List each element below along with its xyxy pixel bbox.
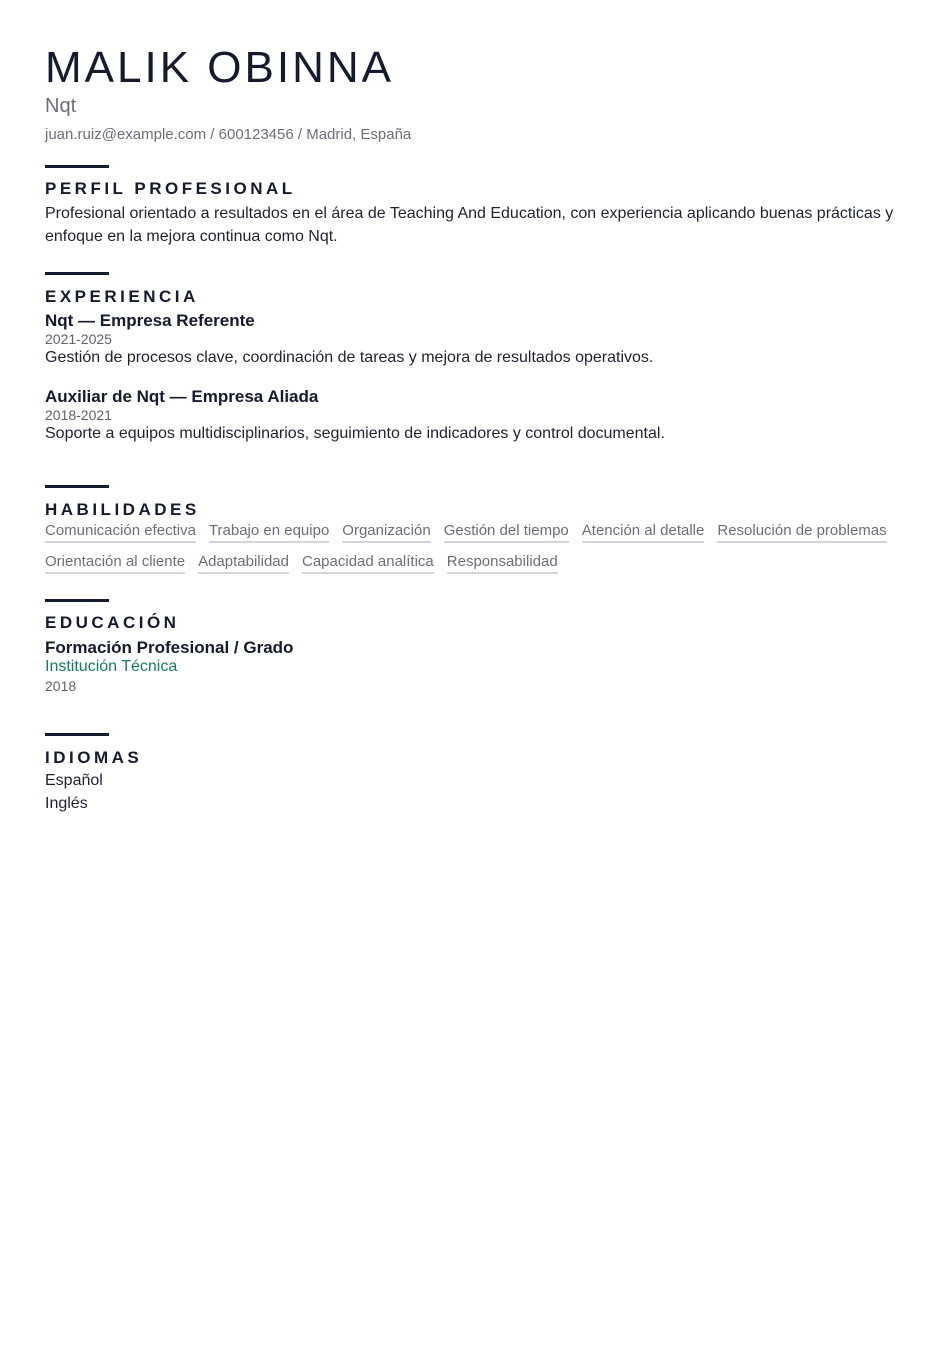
section-title-languages: IDIOMAS: [45, 748, 143, 767]
skill-tag: Comunicación efectiva: [45, 521, 196, 543]
skills-list: [45, 521, 915, 574]
candidate-role: Nqt: [45, 95, 77, 117]
section-divider: [45, 272, 109, 275]
skill-tag: Organización: [342, 521, 430, 543]
job-title: Auxiliar de Nqt — Empresa Aliada: [45, 387, 319, 406]
language-item: Español: [45, 772, 103, 789]
skill-tag: Resolución de problemas: [717, 521, 886, 543]
section-divider: [45, 165, 109, 168]
section-title-skills: HABILIDADES: [45, 500, 200, 519]
section-title-experience: EXPERIENCIA: [45, 287, 199, 306]
skill-tag: Orientación al cliente: [45, 552, 185, 574]
section-title-profile: PERFIL PROFESIONAL: [45, 179, 296, 198]
section-divider: [45, 599, 109, 602]
section-title-education: EDUCACIÓN: [45, 613, 180, 632]
profile-summary: Profesional orientado a resultados en el área de Teaching And Education, con experiencia aplicando buenas prácticas y enfoque en la mejora continua como Nqt.: [45, 205, 894, 245]
language-item: Inglés: [45, 795, 88, 812]
skill-tag: Trabajo en equipo: [209, 521, 329, 543]
skill-tag: Gestión del tiempo: [444, 521, 569, 543]
job-description: Soporte a equipos multidisciplinarios, seguimiento de indicadores y control documental.: [45, 425, 665, 442]
job-title: Nqt — Empresa Referente: [45, 311, 255, 330]
education-institution: Institución Técnica: [45, 658, 178, 675]
skill-tag: Atención al detalle: [582, 521, 705, 543]
contact-line: juan.ruiz@example.com / 600123456 / Madrid, España: [45, 126, 412, 143]
job-dates: 2018-2021: [45, 407, 112, 423]
section-divider: [45, 485, 109, 488]
job-description: Gestión de procesos clave, coordinación de tareas y mejora de resultados operativos.: [45, 349, 654, 366]
education-year: 2018: [45, 678, 77, 694]
skill-tag: Capacidad analítica: [302, 552, 434, 574]
job-dates: 2021-2025: [45, 331, 112, 347]
section-divider: [45, 733, 109, 736]
skill-tag: Responsabilidad: [447, 552, 558, 574]
skill-tag: Adaptabilidad: [198, 552, 289, 574]
education-degree: Formación Profesional / Grado: [45, 638, 294, 657]
candidate-name: MALIK OBINNA: [45, 43, 394, 92]
